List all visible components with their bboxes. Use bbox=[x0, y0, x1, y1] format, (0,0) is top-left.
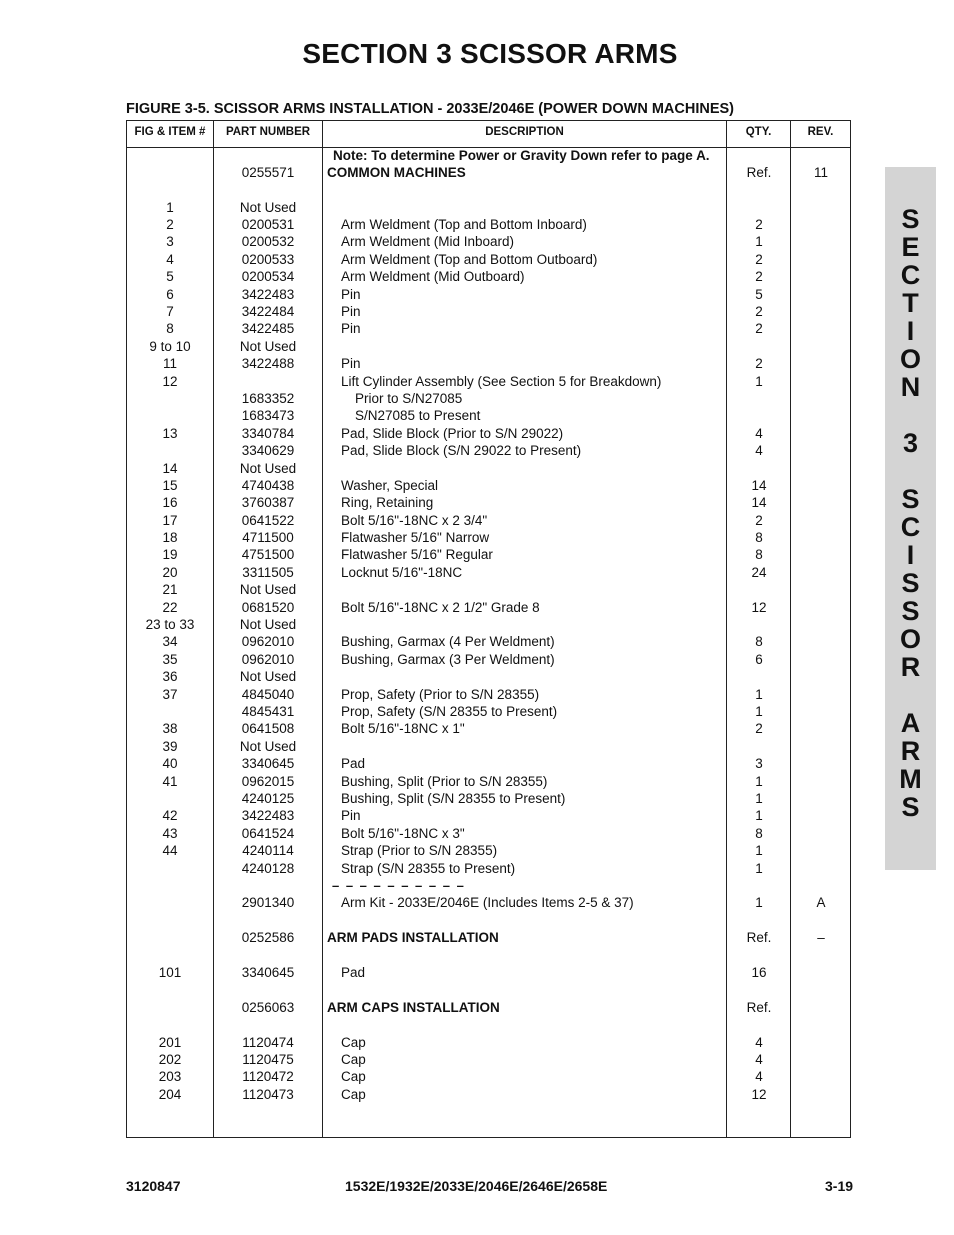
table-row bbox=[127, 999, 850, 1016]
table-row bbox=[127, 233, 850, 250]
fig-item-cell: 15 bbox=[162, 478, 178, 493]
part-number-cell: 0200533 bbox=[241, 252, 295, 267]
fig-item-cell: 2 bbox=[166, 217, 174, 232]
table-row bbox=[127, 773, 850, 790]
part-number-cell: 1120475 bbox=[242, 1052, 294, 1067]
header-part-number: PART NUMBER bbox=[225, 126, 311, 138]
table-row bbox=[127, 599, 850, 616]
description-cell: ARM PADS INSTALLATION bbox=[327, 930, 499, 945]
part-number-cell: Not Used bbox=[239, 669, 297, 684]
description-cell: Cap bbox=[341, 1069, 366, 1084]
fig-item-cell: 204 bbox=[158, 1087, 182, 1102]
fig-item-cell: 202 bbox=[158, 1052, 182, 1067]
table-row bbox=[127, 512, 850, 529]
qty-cell: 1 bbox=[755, 687, 763, 702]
part-number-cell: 0962010 bbox=[241, 652, 295, 667]
side-tab-letter: O bbox=[899, 344, 921, 374]
part-number-cell: 0256063 bbox=[241, 1000, 295, 1015]
table-row bbox=[127, 616, 850, 633]
description-cell: Pin bbox=[341, 304, 361, 319]
part-number-cell: 3311505 bbox=[242, 565, 294, 580]
part-number-cell: 0200531 bbox=[241, 217, 295, 232]
fig-item-cell: 1 bbox=[166, 200, 174, 215]
table-row bbox=[127, 338, 850, 355]
fig-item-cell: 9 to 10 bbox=[149, 339, 191, 354]
part-number-cell: 4711500 bbox=[242, 530, 294, 545]
qty-cell: 8 bbox=[755, 530, 763, 545]
qty-cell: 5 bbox=[755, 287, 763, 302]
part-number-cell: 3422485 bbox=[241, 321, 295, 336]
table-row bbox=[127, 1051, 850, 1068]
part-number-cell: 3422483 bbox=[241, 287, 295, 302]
description-cell: Pin bbox=[341, 321, 361, 336]
part-number-cell: 3422488 bbox=[241, 356, 295, 371]
qty-cell: 4 bbox=[755, 426, 763, 441]
description-cell: Cap bbox=[341, 1035, 366, 1050]
note-row bbox=[127, 147, 850, 164]
description-cell: Bolt 5/16"-18NC x 2 3/4" bbox=[341, 513, 488, 528]
parts-table bbox=[126, 120, 851, 1138]
description-cell: Prop, Safety (Prior to S/N 28355) bbox=[341, 687, 540, 702]
fig-item-cell: 201 bbox=[158, 1035, 182, 1050]
table-row bbox=[127, 477, 850, 494]
part-number-cell: 0641522 bbox=[241, 513, 295, 528]
fig-item-cell: 41 bbox=[162, 774, 178, 789]
table-row bbox=[127, 1086, 850, 1103]
table-row bbox=[127, 286, 850, 303]
part-number-cell: 0200534 bbox=[241, 269, 295, 284]
table-row bbox=[127, 894, 850, 911]
table-row bbox=[127, 373, 850, 390]
qty-cell: 1 bbox=[755, 791, 763, 806]
description-cell: Arm Weldment (Mid Inboard) bbox=[341, 234, 515, 249]
side-tab-letter: C bbox=[900, 512, 921, 542]
qty-cell: 14 bbox=[751, 495, 767, 510]
description-cell: Arm Weldment (Top and Bottom Outboard) bbox=[341, 252, 598, 267]
table-row bbox=[127, 860, 850, 877]
fig-item-cell: 40 bbox=[162, 756, 178, 771]
table-row bbox=[127, 268, 850, 285]
qty-cell: 2 bbox=[755, 321, 763, 336]
qty-cell: 2 bbox=[755, 269, 763, 284]
fig-item-cell: 19 bbox=[162, 547, 178, 562]
side-tab-letter: I bbox=[906, 316, 915, 346]
part-number-cell: 4240128 bbox=[241, 861, 295, 876]
table-row bbox=[127, 494, 850, 511]
part-number-cell: 1120472 bbox=[242, 1069, 294, 1084]
description-cell: Cap bbox=[341, 1052, 366, 1067]
table-row bbox=[127, 581, 850, 598]
side-tab-letter: R bbox=[900, 736, 921, 766]
fig-item-cell: 14 bbox=[162, 461, 178, 476]
table-row bbox=[127, 807, 850, 824]
footer-doc-number: 3120847 bbox=[126, 1178, 181, 1194]
part-number-cell: 1683352 bbox=[241, 391, 295, 406]
header-description: DESCRIPTION bbox=[485, 126, 564, 138]
description-cell: Bushing, Split (Prior to S/N 28355) bbox=[341, 774, 548, 789]
part-number-cell: 3340645 bbox=[241, 965, 295, 980]
header-rev: REV. bbox=[807, 126, 834, 138]
part-number-cell: 0255571 bbox=[241, 165, 295, 180]
description-cell: Pin bbox=[341, 287, 361, 302]
qty-cell: 1 bbox=[755, 808, 763, 823]
description-cell: Bolt 5/16"-18NC x 2 1/2" Grade 8 bbox=[341, 600, 540, 615]
table-row bbox=[127, 651, 850, 668]
part-number-cell: 3340784 bbox=[241, 426, 295, 441]
fig-item-cell: 5 bbox=[166, 269, 174, 284]
description-cell: COMMON MACHINES bbox=[327, 165, 466, 180]
table-row bbox=[127, 964, 850, 981]
table-row bbox=[127, 546, 850, 563]
description-cell: Flatwasher 5/16" Regular bbox=[341, 547, 493, 562]
side-tab-letter: O bbox=[899, 624, 921, 654]
fig-item-cell: 42 bbox=[162, 808, 178, 823]
part-number-cell: Not Used bbox=[239, 200, 297, 215]
side-tab-letter: N bbox=[900, 372, 921, 402]
table-row bbox=[127, 442, 850, 459]
side-tab-letter: S bbox=[901, 204, 920, 234]
qty-cell: 2 bbox=[755, 721, 763, 736]
table-row bbox=[127, 164, 850, 181]
part-number-cell: 1683473 bbox=[241, 408, 295, 423]
table-row bbox=[127, 425, 850, 442]
description-cell: Cap bbox=[341, 1087, 366, 1102]
qty-cell: 12 bbox=[751, 600, 767, 615]
separator-dashes: – – – – – – – – – – bbox=[332, 878, 466, 893]
table-row bbox=[127, 738, 850, 755]
table-header bbox=[127, 121, 850, 148]
fig-item-cell: 39 bbox=[162, 739, 178, 754]
side-tab-letter: S bbox=[901, 568, 920, 598]
part-number-cell: 0962015 bbox=[241, 774, 295, 789]
table-row bbox=[127, 1068, 850, 1085]
part-number-cell: Not Used bbox=[239, 582, 297, 597]
fig-item-cell: 20 bbox=[162, 565, 178, 580]
description-cell: Washer, Special bbox=[341, 478, 439, 493]
header-qty: QTY. bbox=[745, 126, 772, 138]
part-number-cell: 1120474 bbox=[242, 1035, 294, 1050]
figure-title: FIGURE 3-5. SCISSOR ARMS INSTALLATION - 2033E/2046E (POWER DOWN MACHINES) bbox=[126, 101, 735, 117]
side-tab-letter: A bbox=[900, 708, 921, 738]
qty-cell: 1 bbox=[755, 861, 763, 876]
qty-cell: 4 bbox=[755, 1052, 763, 1067]
description-cell: Pad bbox=[341, 756, 366, 771]
table-row bbox=[127, 1034, 850, 1051]
fig-item-cell: 17 bbox=[162, 513, 178, 528]
description-cell: Pin bbox=[341, 808, 361, 823]
qty-cell: 2 bbox=[755, 217, 763, 232]
side-tab-letter: M bbox=[899, 764, 922, 794]
fig-item-cell: 23 to 33 bbox=[145, 617, 195, 632]
side-tab-letter: S bbox=[901, 596, 920, 626]
qty-cell: 1 bbox=[755, 774, 763, 789]
description-cell: Bushing, Split (S/N 28355 to Present) bbox=[341, 791, 566, 806]
part-number-cell: 4845040 bbox=[241, 687, 295, 702]
qty-cell: 6 bbox=[755, 652, 763, 667]
part-number-cell: Not Used bbox=[239, 339, 297, 354]
fig-item-cell: 36 bbox=[162, 669, 178, 684]
table-row bbox=[127, 390, 850, 407]
part-number-cell: Not Used bbox=[239, 617, 297, 632]
fig-item-cell: 16 bbox=[162, 495, 178, 510]
fig-item-cell: 6 bbox=[166, 287, 174, 302]
part-number-cell: 2901340 bbox=[241, 895, 295, 910]
fig-item-cell: 101 bbox=[158, 965, 182, 980]
qty-cell: Ref. bbox=[746, 165, 772, 180]
part-number-cell: 0641524 bbox=[241, 826, 295, 841]
qty-cell: Ref. bbox=[746, 930, 772, 945]
header-fig-item: FIG & ITEM # bbox=[134, 126, 206, 138]
footer-models: 1532E/1932E/2033E/2046E/2646E/2658E bbox=[345, 1178, 608, 1194]
table-row bbox=[127, 633, 850, 650]
part-number-cell: 0252586 bbox=[241, 930, 295, 945]
description-cell: Strap (S/N 28355 to Present) bbox=[341, 861, 516, 876]
description-cell: Arm Weldment (Top and Bottom Inboard) bbox=[341, 217, 587, 232]
qty-cell: 1 bbox=[755, 843, 763, 858]
description-cell: S/N27085 to Present bbox=[355, 408, 481, 423]
description-cell: Locknut 5/16"-18NC bbox=[341, 565, 463, 580]
part-number-cell: 3422484 bbox=[241, 304, 295, 319]
fig-item-cell: 21 bbox=[162, 582, 178, 597]
part-number-cell: 4845431 bbox=[241, 704, 295, 719]
part-number-cell: 4740438 bbox=[241, 478, 295, 493]
table-row bbox=[127, 564, 850, 581]
fig-item-cell: 7 bbox=[166, 304, 174, 319]
part-number-cell: 4240114 bbox=[242, 843, 294, 858]
section-title: SECTION 3 SCISSOR ARMS bbox=[302, 38, 678, 69]
qty-cell: 2 bbox=[755, 304, 763, 319]
fig-item-cell: 203 bbox=[158, 1069, 182, 1084]
side-tab-letter: C bbox=[900, 260, 921, 290]
qty-cell: 3 bbox=[755, 756, 763, 771]
table-row bbox=[127, 251, 850, 268]
qty-cell: 16 bbox=[751, 965, 767, 980]
description-cell: Bushing, Garmax (4 Per Weldment) bbox=[341, 634, 555, 649]
qty-cell: 2 bbox=[755, 513, 763, 528]
table-row bbox=[127, 216, 850, 233]
fig-item-cell: 11 bbox=[162, 356, 177, 371]
side-tab-letter: I bbox=[906, 540, 915, 570]
description-cell: Arm Weldment (Mid Outboard) bbox=[341, 269, 525, 284]
footer-page-number: 3-19 bbox=[825, 1178, 854, 1194]
table-row bbox=[127, 529, 850, 546]
side-tab-letter: T bbox=[902, 288, 919, 318]
fig-item-cell: 3 bbox=[166, 234, 174, 249]
qty-cell: 4 bbox=[755, 443, 763, 458]
table-row bbox=[127, 842, 850, 859]
part-number-cell: 3760387 bbox=[241, 495, 295, 510]
fig-item-cell: 35 bbox=[162, 652, 178, 667]
table-row bbox=[127, 790, 850, 807]
part-number-cell: 3422483 bbox=[241, 808, 295, 823]
table-row bbox=[127, 199, 850, 216]
fig-item-cell: 44 bbox=[162, 843, 178, 858]
part-number-cell: Not Used bbox=[239, 461, 297, 476]
table-row bbox=[127, 460, 850, 477]
fig-item-cell: 43 bbox=[162, 826, 178, 841]
part-number-cell: Not Used bbox=[239, 739, 297, 754]
description-cell: Ring, Retaining bbox=[341, 495, 434, 510]
qty-cell: 8 bbox=[755, 826, 763, 841]
qty-cell: 12 bbox=[751, 1087, 767, 1102]
part-number-cell: 1120473 bbox=[242, 1087, 294, 1102]
section-side-tab bbox=[885, 167, 936, 870]
table-row bbox=[127, 703, 850, 720]
side-tab-letter: 3 bbox=[902, 428, 919, 458]
fig-item-cell: 22 bbox=[162, 600, 178, 615]
fig-item-cell: 13 bbox=[162, 426, 178, 441]
qty-cell: Ref. bbox=[746, 1000, 772, 1015]
qty-cell: 24 bbox=[751, 565, 767, 580]
qty-cell: 1 bbox=[755, 374, 763, 389]
table-row bbox=[127, 720, 850, 737]
part-number-cell: 3340645 bbox=[241, 756, 295, 771]
side-tab-letter: S bbox=[901, 484, 920, 514]
table-row bbox=[127, 929, 850, 946]
part-number-cell: 0200532 bbox=[241, 234, 295, 249]
description-cell: Prop, Safety (S/N 28355 to Present) bbox=[341, 704, 558, 719]
qty-cell: 8 bbox=[755, 547, 763, 562]
table-row bbox=[127, 686, 850, 703]
part-number-cell: 4751500 bbox=[241, 547, 295, 562]
description-cell: Pad bbox=[341, 965, 366, 980]
description-cell: Pad, Slide Block (Prior to S/N 29022) bbox=[341, 426, 564, 441]
fig-item-cell: 8 bbox=[166, 321, 174, 336]
rev-cell: – bbox=[817, 930, 825, 945]
fig-item-cell: 4 bbox=[166, 252, 174, 267]
part-number-cell: 0962010 bbox=[241, 634, 295, 649]
qty-cell: 2 bbox=[755, 252, 763, 267]
qty-cell: 1 bbox=[755, 234, 763, 249]
description-cell: Strap (Prior to S/N 28355) bbox=[341, 843, 498, 858]
rev-cell: A bbox=[816, 895, 826, 910]
table-row bbox=[127, 320, 850, 337]
table-row bbox=[127, 407, 850, 424]
description-cell: ARM CAPS INSTALLATION bbox=[327, 1000, 500, 1015]
qty-cell: 4 bbox=[755, 1069, 763, 1084]
qty-cell: 14 bbox=[751, 478, 767, 493]
part-number-cell: 0641508 bbox=[241, 721, 295, 736]
qty-cell: 2 bbox=[755, 356, 763, 371]
description-cell: Flatwasher 5/16" Narrow bbox=[341, 530, 490, 545]
table-row bbox=[127, 355, 850, 372]
qty-cell: 8 bbox=[755, 634, 763, 649]
rev-cell: 11 bbox=[813, 165, 828, 180]
table-row bbox=[127, 755, 850, 772]
description-cell: Bushing, Garmax (3 Per Weldment) bbox=[341, 652, 555, 667]
part-number-cell: 0681520 bbox=[241, 600, 295, 615]
table-row bbox=[127, 825, 850, 842]
qty-cell: 1 bbox=[755, 895, 763, 910]
description-cell: Pin bbox=[341, 356, 361, 371]
description-cell: Pad, Slide Block (S/N 29022 to Present) bbox=[341, 443, 582, 458]
fig-item-cell: 18 bbox=[162, 530, 178, 545]
fig-item-cell: 37 bbox=[162, 687, 178, 702]
qty-cell: 1 bbox=[755, 704, 763, 719]
description-cell: Bolt 5/16"-18NC x 1" bbox=[341, 721, 465, 736]
description-cell: Lift Cylinder Assembly (See Section 5 for Breakdown) bbox=[341, 374, 662, 389]
qty-cell: 4 bbox=[755, 1035, 763, 1050]
table-row bbox=[127, 668, 850, 685]
fig-item-cell: 12 bbox=[162, 374, 178, 389]
fig-item-cell: 34 bbox=[162, 634, 178, 649]
description-cell: Bolt 5/16"-18NC x 3" bbox=[341, 826, 465, 841]
part-number-cell: 4240125 bbox=[241, 791, 295, 806]
side-tab-letter: S bbox=[901, 792, 920, 822]
table-row bbox=[127, 303, 850, 320]
description-cell: Prior to S/N27085 bbox=[355, 391, 463, 406]
side-tab-letter: R bbox=[900, 652, 921, 682]
side-tab-letter: E bbox=[901, 232, 920, 262]
part-number-cell: 3340629 bbox=[241, 443, 295, 458]
description-cell: Arm Kit - 2033E/2046E (Includes Items 2-5 & 37) bbox=[341, 895, 634, 910]
fig-item-cell: 38 bbox=[162, 721, 178, 736]
note-text: Note: To determine Power or Gravity Down refer to page A. bbox=[333, 148, 710, 163]
